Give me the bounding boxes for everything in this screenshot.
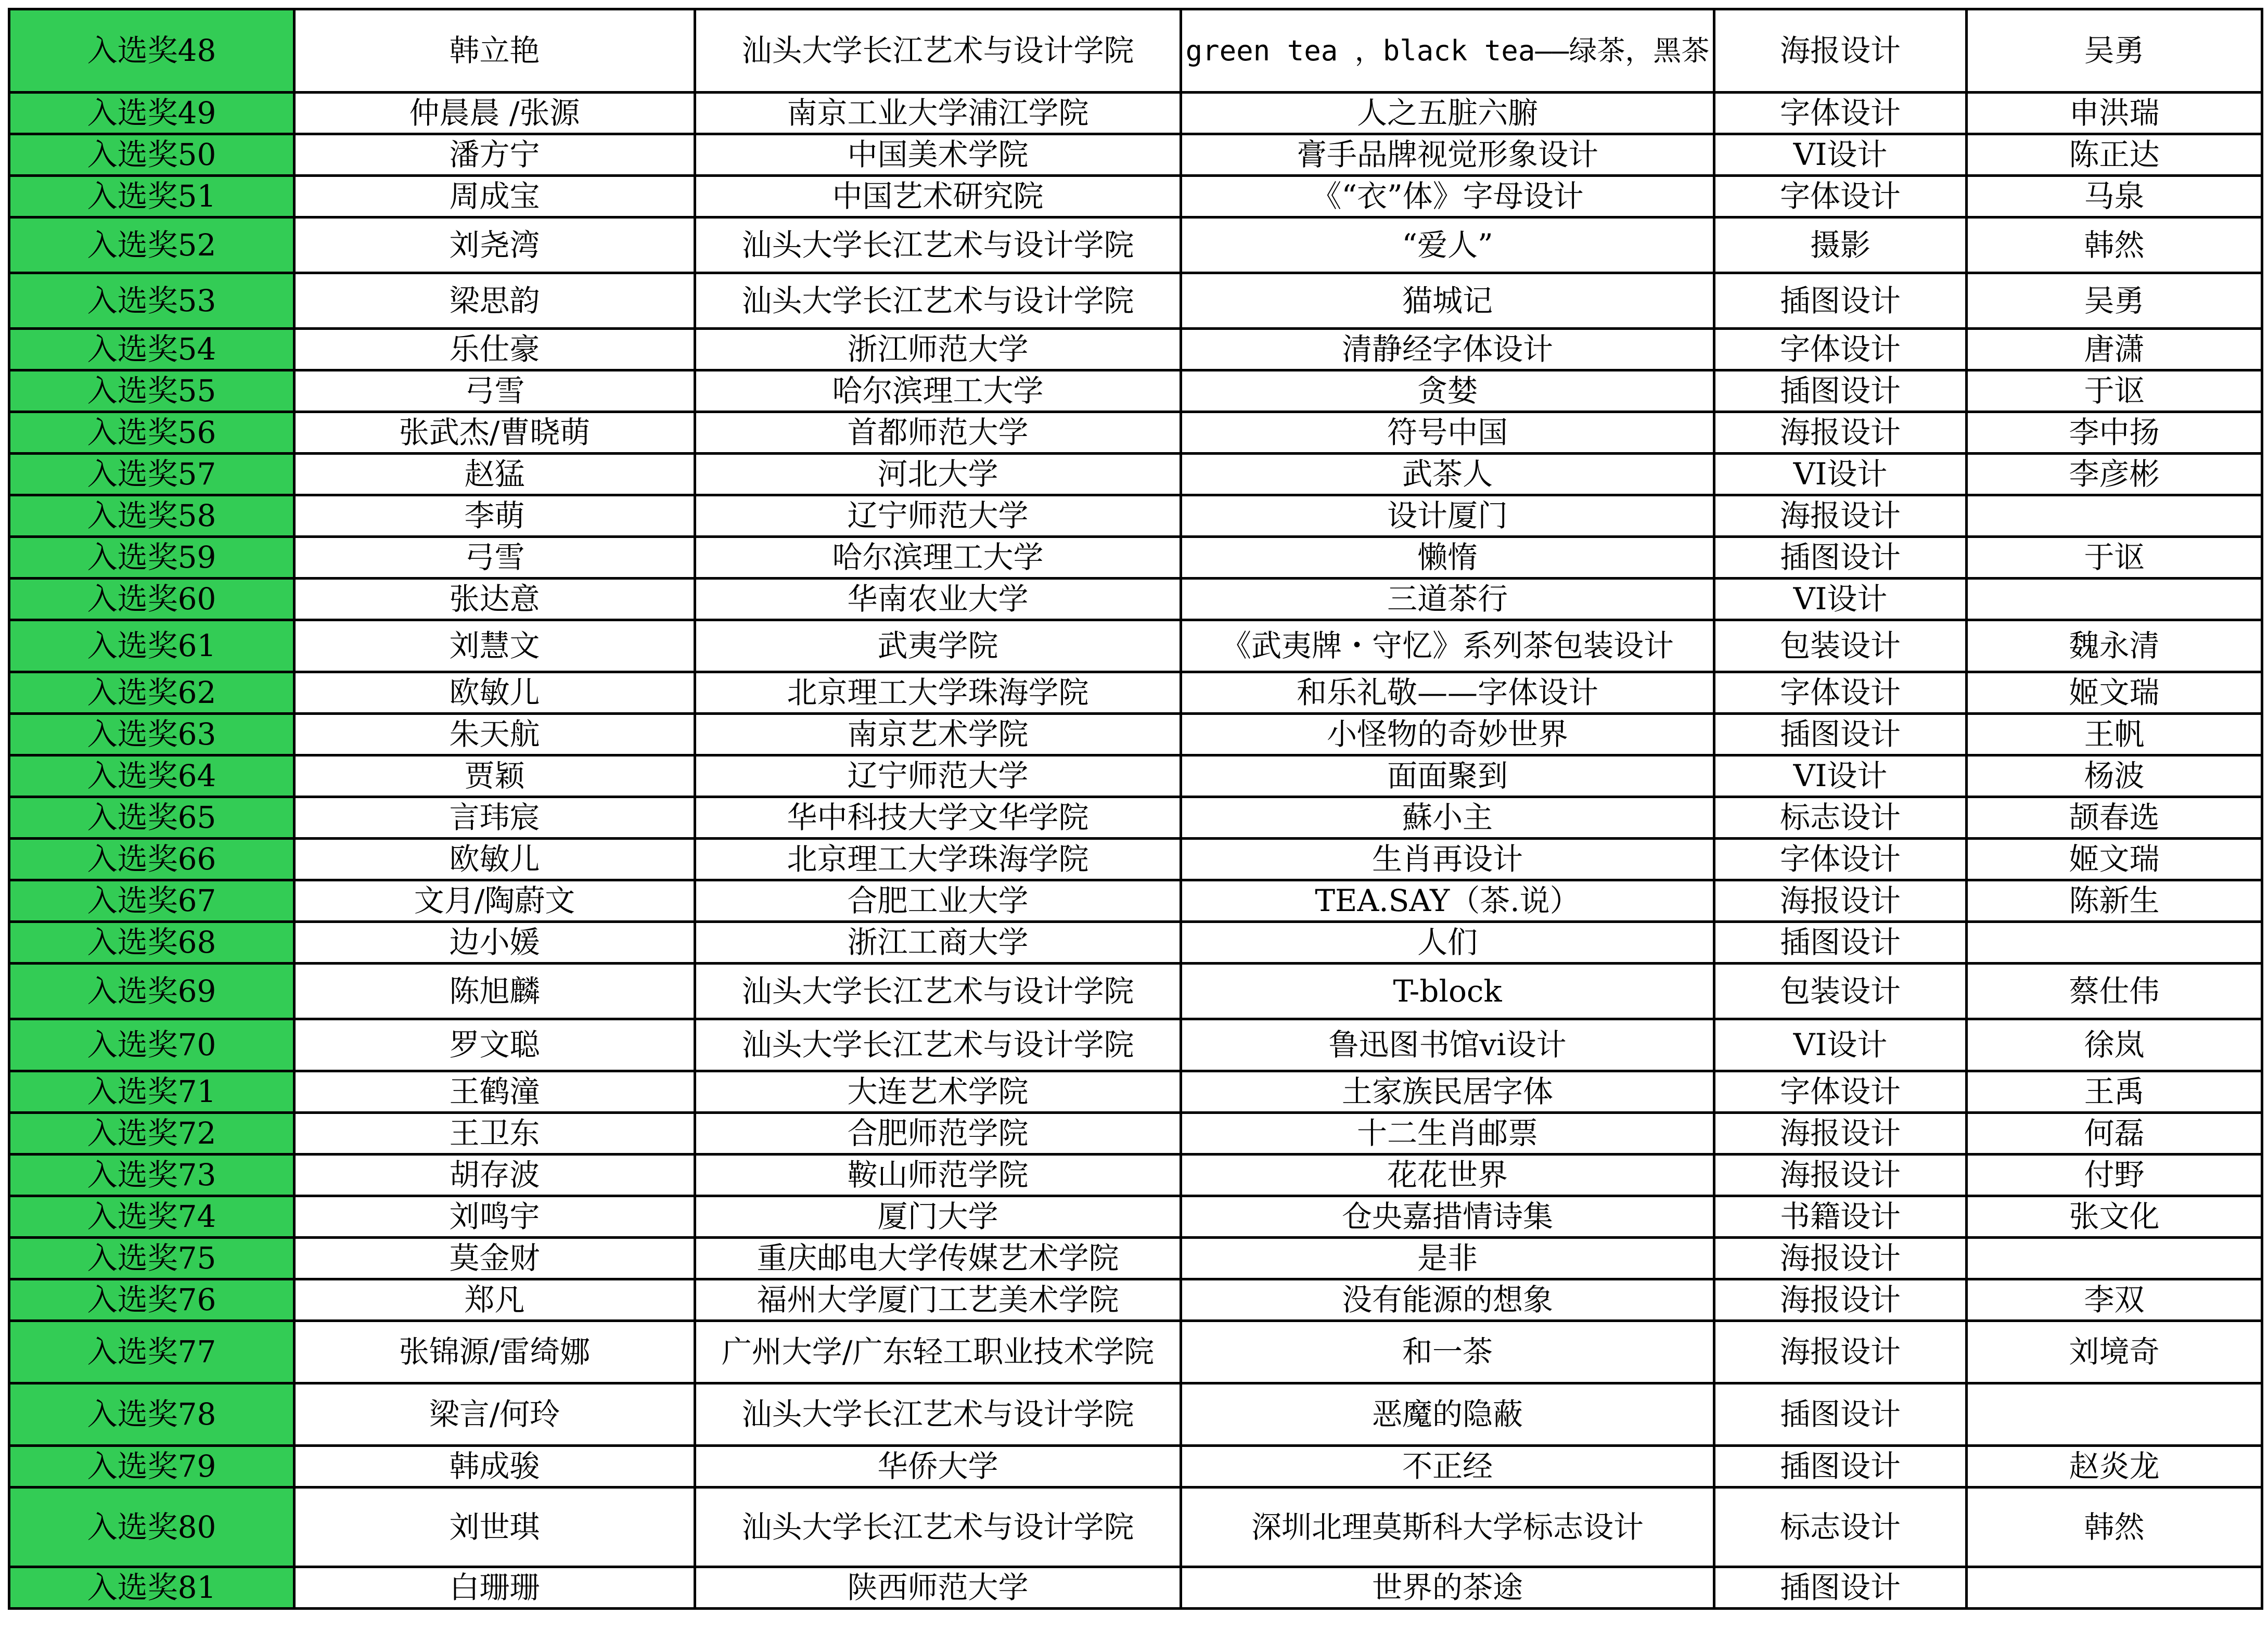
work-title-cell: 和一茶	[1181, 1321, 1714, 1383]
author-cell: 弓雪	[294, 537, 695, 579]
award-cell: 入选奖70	[9, 1019, 294, 1071]
table-row	[9, 9, 2262, 93]
table-row	[9, 964, 2262, 1019]
award-cell: 入选奖77	[9, 1321, 294, 1383]
award-cell: 入选奖81	[9, 1567, 294, 1609]
category-cell: 标志设计	[1714, 797, 1967, 839]
school-cell: 汕头大学长江艺术与设计学院	[695, 273, 1181, 329]
school-cell: 北京理工大学珠海学院	[695, 839, 1181, 880]
work-title-cell: 贪婪	[1181, 370, 1714, 412]
work-title-cell: 恶魔的隐蔽	[1181, 1383, 1714, 1446]
author-cell: 梁思韵	[294, 273, 695, 329]
advisor-cell: 韩然	[1967, 217, 2262, 273]
advisor-cell	[1967, 1238, 2262, 1279]
category-cell: 插图设计	[1714, 370, 1967, 412]
author-cell: 刘世琪	[294, 1488, 695, 1567]
work-title-cell: 仓央嘉措情诗集	[1181, 1196, 1714, 1238]
table-row	[9, 839, 2262, 880]
school-cell: 汕头大学长江艺术与设计学院	[695, 1488, 1181, 1567]
table-row	[9, 1238, 2262, 1279]
advisor-cell: 申洪瑞	[1967, 93, 2262, 134]
category-cell: 书籍设计	[1714, 1196, 1967, 1238]
category-cell: 包装设计	[1714, 964, 1967, 1019]
author-cell: 王卫东	[294, 1113, 695, 1155]
table-row	[9, 1155, 2262, 1196]
advisor-cell: 吴勇	[1967, 273, 2262, 329]
school-cell: 汕头大学长江艺术与设计学院	[695, 9, 1181, 93]
school-cell: 华侨大学	[695, 1446, 1181, 1488]
advisor-cell: 姬文瑞	[1967, 839, 2262, 880]
category-cell: 海报设计	[1714, 1155, 1967, 1196]
author-cell: 莫金财	[294, 1238, 695, 1279]
category-cell: 标志设计	[1714, 1488, 1967, 1567]
advisor-cell: 于讴	[1967, 370, 2262, 412]
work-title-cell: 清静经字体设计	[1181, 329, 1714, 370]
author-cell: 张锦源/雷绮娜	[294, 1321, 695, 1383]
work-title-cell: 生肖再设计	[1181, 839, 1714, 880]
award-cell: 入选奖57	[9, 454, 294, 495]
advisor-cell: 付野	[1967, 1155, 2262, 1196]
table-row	[9, 1019, 2262, 1071]
work-title-cell: 设计厦门	[1181, 495, 1714, 537]
award-cell: 入选奖59	[9, 537, 294, 579]
category-cell: 插图设计	[1714, 1567, 1967, 1609]
school-cell: 首都师范大学	[695, 412, 1181, 454]
table-row	[9, 329, 2262, 370]
author-cell: 乐仕豪	[294, 329, 695, 370]
table-row	[9, 1113, 2262, 1155]
advisor-cell: 马泉	[1967, 176, 2262, 217]
award-cell: 入选奖55	[9, 370, 294, 412]
work-title-cell: T-block	[1181, 964, 1714, 1019]
advisor-cell: 李中扬	[1967, 412, 2262, 454]
award-cell: 入选奖53	[9, 273, 294, 329]
work-title-cell: 面面聚到	[1181, 755, 1714, 797]
author-cell: 梁言/何玲	[294, 1383, 695, 1446]
advisor-cell: 王帆	[1967, 714, 2262, 755]
award-cell: 入选奖60	[9, 579, 294, 620]
advisor-cell: 李彦彬	[1967, 454, 2262, 495]
award-cell: 入选奖51	[9, 176, 294, 217]
table-row	[9, 217, 2262, 273]
table-row	[9, 797, 2262, 839]
results-table-body	[9, 9, 2262, 1609]
author-cell: 欧敏儿	[294, 839, 695, 880]
advisor-cell: 赵炎龙	[1967, 1446, 2262, 1488]
work-title-cell: 蘇小主	[1181, 797, 1714, 839]
school-cell: 武夷学院	[695, 620, 1181, 672]
author-cell: 弓雪	[294, 370, 695, 412]
award-cell: 入选奖72	[9, 1113, 294, 1155]
advisor-cell: 颉春选	[1967, 797, 2262, 839]
school-cell: 北京理工大学珠海学院	[695, 672, 1181, 714]
school-cell: 浙江工商大学	[695, 922, 1181, 964]
award-cell: 入选奖62	[9, 672, 294, 714]
author-cell: 刘慧文	[294, 620, 695, 672]
table-row	[9, 537, 2262, 579]
advisor-cell: 徐岚	[1967, 1019, 2262, 1071]
advisor-cell: 于讴	[1967, 537, 2262, 579]
award-cell: 入选奖48	[9, 9, 294, 93]
author-cell: 胡存波	[294, 1155, 695, 1196]
table-row	[9, 1383, 2262, 1446]
advisor-cell: 张文化	[1967, 1196, 2262, 1238]
author-cell: 陈旭麟	[294, 964, 695, 1019]
category-cell: 海报设计	[1714, 880, 1967, 922]
work-title-cell: 鲁迅图书馆vi设计	[1181, 1019, 1714, 1071]
table-row	[9, 1567, 2262, 1609]
advisor-cell: 陈新生	[1967, 880, 2262, 922]
advisor-cell: 王禹	[1967, 1071, 2262, 1113]
table-row	[9, 714, 2262, 755]
school-cell: 辽宁师范大学	[695, 495, 1181, 537]
school-cell: 中国艺术研究院	[695, 176, 1181, 217]
work-title-cell: 不正经	[1181, 1446, 1714, 1488]
advisor-cell	[1967, 1567, 2262, 1609]
category-cell: 插图设计	[1714, 273, 1967, 329]
school-cell: 福州大学厦门工艺美术学院	[695, 1279, 1181, 1321]
school-cell: 中国美术学院	[695, 134, 1181, 176]
author-cell: 韩成骏	[294, 1446, 695, 1488]
author-cell: 罗文聪	[294, 1019, 695, 1071]
table-row	[9, 1196, 2262, 1238]
table-row	[9, 1488, 2262, 1567]
award-cell: 入选奖63	[9, 714, 294, 755]
category-cell: 摄影	[1714, 217, 1967, 273]
table-row	[9, 134, 2262, 176]
award-cell: 入选奖74	[9, 1196, 294, 1238]
category-cell: 海报设计	[1714, 1279, 1967, 1321]
award-cell: 入选奖64	[9, 755, 294, 797]
author-cell: 张达意	[294, 579, 695, 620]
award-cell: 入选奖78	[9, 1383, 294, 1446]
advisor-cell: 刘境奇	[1967, 1321, 2262, 1383]
advisor-cell: 蔡仕伟	[1967, 964, 2262, 1019]
category-cell: VI设计	[1714, 1019, 1967, 1071]
school-cell: 汕头大学长江艺术与设计学院	[695, 1383, 1181, 1446]
award-cell: 入选奖52	[9, 217, 294, 273]
table-row	[9, 1321, 2262, 1383]
table-row	[9, 495, 2262, 537]
category-cell: VI设计	[1714, 454, 1967, 495]
award-cell: 入选奖76	[9, 1279, 294, 1321]
school-cell: 南京艺术学院	[695, 714, 1181, 755]
author-cell: 韩立艳	[294, 9, 695, 93]
advisor-cell	[1967, 922, 2262, 964]
advisor-cell: 何磊	[1967, 1113, 2262, 1155]
school-cell: 厦门大学	[695, 1196, 1181, 1238]
advisor-cell: 韩然	[1967, 1488, 2262, 1567]
work-title-cell: 人们	[1181, 922, 1714, 964]
advisor-cell	[1967, 579, 2262, 620]
category-cell: VI设计	[1714, 755, 1967, 797]
table-row	[9, 579, 2262, 620]
school-cell: 华南农业大学	[695, 579, 1181, 620]
award-cell: 入选奖65	[9, 797, 294, 839]
table-row	[9, 880, 2262, 922]
author-cell: 郑凡	[294, 1279, 695, 1321]
advisor-cell: 杨波	[1967, 755, 2262, 797]
award-cell: 入选奖75	[9, 1238, 294, 1279]
work-title-cell: 猫城记	[1181, 273, 1714, 329]
table-row	[9, 454, 2262, 495]
advisor-cell: 陈正达	[1967, 134, 2262, 176]
work-title-cell: 世界的茶途	[1181, 1567, 1714, 1609]
work-title-cell: 《“衣”体》字母设计	[1181, 176, 1714, 217]
table-row	[9, 1446, 2262, 1488]
category-cell: 插图设计	[1714, 714, 1967, 755]
school-cell: 浙江师范大学	[695, 329, 1181, 370]
table-row	[9, 922, 2262, 964]
table-row	[9, 1071, 2262, 1113]
school-cell: 大连艺术学院	[695, 1071, 1181, 1113]
school-cell: 河北大学	[695, 454, 1181, 495]
school-cell: 鞍山师范学院	[695, 1155, 1181, 1196]
category-cell: 海报设计	[1714, 495, 1967, 537]
school-cell: 南京工业大学浦江学院	[695, 93, 1181, 134]
work-title-cell: 懒惰	[1181, 537, 1714, 579]
author-cell: 王鹤潼	[294, 1071, 695, 1113]
category-cell: 字体设计	[1714, 839, 1967, 880]
work-title-cell: 土家族民居字体	[1181, 1071, 1714, 1113]
award-cell: 入选奖79	[9, 1446, 294, 1488]
school-cell: 合肥工业大学	[695, 880, 1181, 922]
author-cell: 李萌	[294, 495, 695, 537]
table-row	[9, 1279, 2262, 1321]
school-cell: 广州大学/广东轻工职业技术学院	[695, 1321, 1181, 1383]
school-cell: 汕头大学长江艺术与设计学院	[695, 964, 1181, 1019]
table-row	[9, 273, 2262, 329]
work-title-cell: TEA.SAY（茶.说）	[1181, 880, 1714, 922]
author-cell: 刘尧湾	[294, 217, 695, 273]
school-cell: 重庆邮电大学传媒艺术学院	[695, 1238, 1181, 1279]
school-cell: 哈尔滨理工大学	[695, 537, 1181, 579]
award-cell: 入选奖50	[9, 134, 294, 176]
table-row	[9, 620, 2262, 672]
school-cell: 汕头大学长江艺术与设计学院	[695, 217, 1181, 273]
author-cell: 言玮宸	[294, 797, 695, 839]
category-cell: VI设计	[1714, 134, 1967, 176]
award-cell: 入选奖61	[9, 620, 294, 672]
award-cell: 入选奖54	[9, 329, 294, 370]
advisor-cell: 唐潇	[1967, 329, 2262, 370]
school-cell: 辽宁师范大学	[695, 755, 1181, 797]
author-cell: 张武杰/曹晓萌	[294, 412, 695, 454]
category-cell: 海报设计	[1714, 1321, 1967, 1383]
author-cell: 边小媛	[294, 922, 695, 964]
table-row	[9, 412, 2262, 454]
category-cell: 插图设计	[1714, 537, 1967, 579]
work-title-cell: 十二生肖邮票	[1181, 1113, 1714, 1155]
author-cell: 赵猛	[294, 454, 695, 495]
advisor-cell: 魏永清	[1967, 620, 2262, 672]
work-title-cell: 深圳北理莫斯科大学标志设计	[1181, 1488, 1714, 1567]
category-cell: 字体设计	[1714, 1071, 1967, 1113]
author-cell: 朱天航	[294, 714, 695, 755]
table-row	[9, 672, 2262, 714]
award-cell: 入选奖80	[9, 1488, 294, 1567]
category-cell: 插图设计	[1714, 922, 1967, 964]
school-cell: 合肥师范学院	[695, 1113, 1181, 1155]
category-cell: 字体设计	[1714, 176, 1967, 217]
work-title-cell: green tea ，black tea——绿茶，黑茶	[1181, 9, 1714, 93]
category-cell: 字体设计	[1714, 93, 1967, 134]
award-cell: 入选奖68	[9, 922, 294, 964]
award-cell: 入选奖56	[9, 412, 294, 454]
author-cell: 仲晨晨 /张源	[294, 93, 695, 134]
author-cell: 欧敏儿	[294, 672, 695, 714]
author-cell: 刘鸣宇	[294, 1196, 695, 1238]
category-cell: 包装设计	[1714, 620, 1967, 672]
award-cell: 入选奖49	[9, 93, 294, 134]
school-cell: 哈尔滨理工大学	[695, 370, 1181, 412]
author-cell: 文月/陶蔚文	[294, 880, 695, 922]
author-cell: 白珊珊	[294, 1567, 695, 1609]
category-cell: VI设计	[1714, 579, 1967, 620]
work-title-cell: 小怪物的奇妙世界	[1181, 714, 1714, 755]
category-cell: 海报设计	[1714, 9, 1967, 93]
advisor-cell: 姬文瑞	[1967, 672, 2262, 714]
award-cell: 入选奖73	[9, 1155, 294, 1196]
work-title-cell: 武茶人	[1181, 454, 1714, 495]
author-cell: 贾颖	[294, 755, 695, 797]
work-title-cell: 是非	[1181, 1238, 1714, 1279]
work-title-cell: 没有能源的想象	[1181, 1279, 1714, 1321]
school-cell: 华中科技大学文华学院	[695, 797, 1181, 839]
award-cell: 入选奖58	[9, 495, 294, 537]
work-title-cell: 《武夷牌・守忆》系列茶包装设计	[1181, 620, 1714, 672]
work-title-cell: 符号中国	[1181, 412, 1714, 454]
advisor-cell	[1967, 495, 2262, 537]
work-title-cell: 花花世界	[1181, 1155, 1714, 1196]
category-cell: 海报设计	[1714, 1113, 1967, 1155]
results-table	[8, 8, 2263, 1610]
award-cell: 入选奖67	[9, 880, 294, 922]
category-cell: 字体设计	[1714, 672, 1967, 714]
category-cell: 字体设计	[1714, 329, 1967, 370]
advisor-cell: 吴勇	[1967, 9, 2262, 93]
author-cell: 周成宝	[294, 176, 695, 217]
work-title-cell: 三道茶行	[1181, 579, 1714, 620]
category-cell: 插图设计	[1714, 1383, 1967, 1446]
school-cell: 陕西师范大学	[695, 1567, 1181, 1609]
category-cell: 插图设计	[1714, 1446, 1967, 1488]
work-title-cell: 和乐礼敬——字体设计	[1181, 672, 1714, 714]
award-cell: 入选奖66	[9, 839, 294, 880]
author-cell: 潘方宁	[294, 134, 695, 176]
award-cell: 入选奖71	[9, 1071, 294, 1113]
work-title-cell: “爱人”	[1181, 217, 1714, 273]
table-row	[9, 176, 2262, 217]
work-title-cell: 人之五脏六腑	[1181, 93, 1714, 134]
category-cell: 海报设计	[1714, 1238, 1967, 1279]
award-cell: 入选奖69	[9, 964, 294, 1019]
table-row	[9, 93, 2262, 134]
table-row	[9, 370, 2262, 412]
category-cell: 海报设计	[1714, 412, 1967, 454]
advisor-cell: 李双	[1967, 1279, 2262, 1321]
table-row	[9, 755, 2262, 797]
school-cell: 汕头大学长江艺术与设计学院	[695, 1019, 1181, 1071]
work-title-cell: 膏手品牌视觉形象设计	[1181, 134, 1714, 176]
advisor-cell	[1967, 1383, 2262, 1446]
